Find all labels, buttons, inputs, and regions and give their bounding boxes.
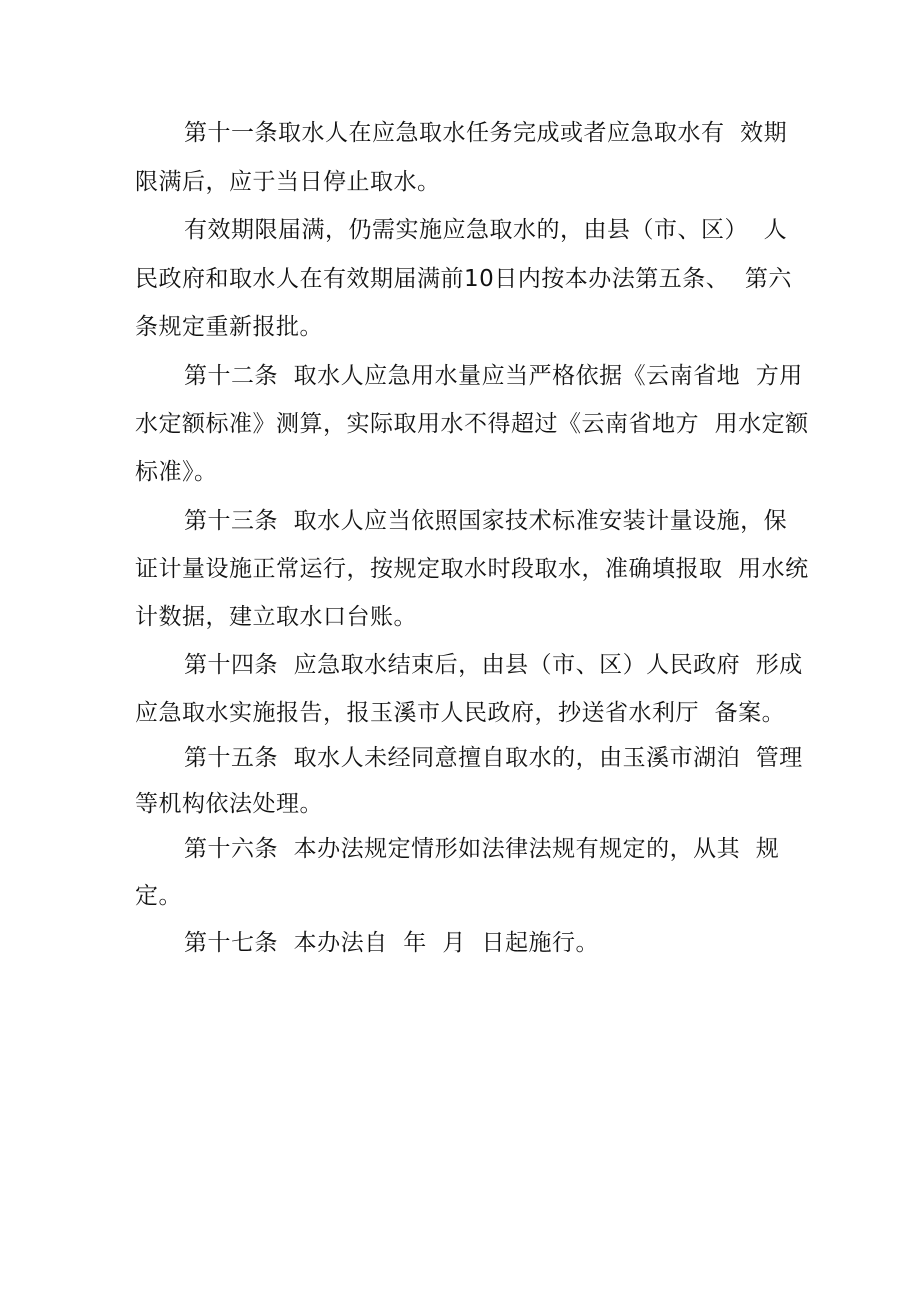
article-11-line-1: 第十一条取水人在应急取水任务完成或者应急取水有 效期 <box>184 120 788 146</box>
article-13-line-3: 计数据，建立取水口台账。 <box>135 604 417 630</box>
article-13-line-1: 第十三条 取水人应当依照国家技术标准安装计量设施，保 <box>184 508 788 534</box>
article-14-line-1: 第十四条 应急取水结束后，由县（市、区）人民政府 形成 <box>184 652 803 678</box>
article-16-line-1: 第十六条 本办法规定情形如法律法规有规定的，从其 规 <box>184 836 780 862</box>
article-12-line-3: 标准》。 <box>135 459 218 485</box>
article-11-cont-line-3: 条规定重新报批。 <box>135 314 323 340</box>
article-11-cont-line-1: 有效期限届满，仍需实施应急取水的，由县（市、区） 人 <box>184 217 788 243</box>
article-17-line-1: 第十七条 本办法自 年 月 日起施行。 <box>184 930 599 956</box>
article-12-line-1: 第十二条 取水人应急用水量应当严格依据《云南省地 方用 <box>184 363 803 389</box>
article-11-cont-line-2: 民政府和取水人在有效期届满前10日内按本办法第五条、 第六 <box>135 266 792 292</box>
article-16-line-2: 定。 <box>135 883 182 909</box>
article-11-line-2: 限满后，应于当日停止取水。 <box>135 169 441 195</box>
article-12-line-2: 水定额标准》测算，实际取用水不得超过《云南省地方 用水定额 <box>135 411 809 437</box>
article-15-line-2: 等机构依法处理。 <box>135 791 323 817</box>
article-13-line-2: 证计量设施正常运行，按规定取水时段取水，准确填报取 用水统 <box>135 556 809 582</box>
article-14-line-2: 应急取水实施报告，报玉溪市人民政府，抄送省水利厅 备案。 <box>135 700 786 726</box>
article-15-line-1: 第十五条 取水人未经同意擅自取水的，由玉溪市湖泊 管理 <box>184 745 803 771</box>
